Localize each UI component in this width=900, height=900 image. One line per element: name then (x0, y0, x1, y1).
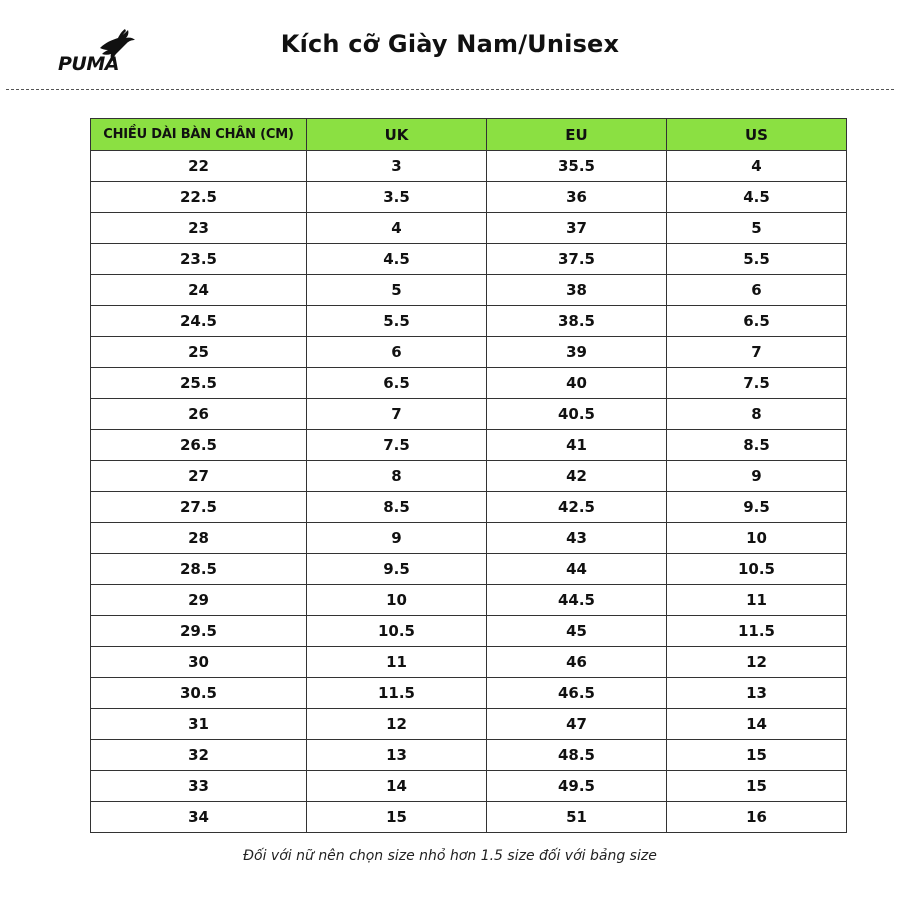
table-row (91, 306, 847, 337)
eu-cell: 37.5 (487, 244, 667, 275)
eu-cell: 37 (487, 213, 667, 244)
eu-cell: 44.5 (487, 585, 667, 616)
foot-length-cell: 26.5 (91, 430, 307, 461)
us-cell: 5 (667, 213, 847, 244)
foot-length-cell: 33 (91, 771, 307, 802)
uk-cell: 8.5 (307, 492, 487, 523)
page-title: Kích cỡ Giày Nam/Unisex (280, 30, 620, 58)
table-row (91, 275, 847, 306)
eu-cell: 38.5 (487, 306, 667, 337)
footnote: Đối với nữ nên chọn size nhỏ hơn 1.5 size đối với bảng size (243, 848, 657, 864)
foot-length-cell: 29 (91, 585, 307, 616)
eu-cell: 35.5 (487, 151, 667, 182)
us-cell: 13 (667, 678, 847, 709)
foot-length-cell: 27.5 (91, 492, 307, 523)
us-cell: 6.5 (667, 306, 847, 337)
foot-length-cell: 30 (91, 647, 307, 678)
eu-cell: 47 (487, 709, 667, 740)
table-row (91, 554, 847, 585)
us-cell: 9 (667, 461, 847, 492)
us-cell: 15 (667, 740, 847, 771)
eu-cell: 51 (487, 802, 667, 833)
uk-cell: 10.5 (307, 616, 487, 647)
table-row (91, 244, 847, 275)
column-header-us: US (667, 119, 847, 151)
table-row (91, 399, 847, 430)
table-header-row (91, 119, 847, 151)
uk-cell: 4.5 (307, 244, 487, 275)
table-row (91, 368, 847, 399)
eu-cell: 42 (487, 461, 667, 492)
table-row (91, 709, 847, 740)
eu-cell: 44 (487, 554, 667, 585)
us-cell: 10.5 (667, 554, 847, 585)
us-cell: 5.5 (667, 244, 847, 275)
table-row (91, 771, 847, 802)
uk-cell: 15 (307, 802, 487, 833)
us-cell: 15 (667, 771, 847, 802)
us-cell: 14 (667, 709, 847, 740)
eu-cell: 46.5 (487, 678, 667, 709)
eu-cell: 48.5 (487, 740, 667, 771)
uk-cell: 5.5 (307, 306, 487, 337)
column-header-foot-length: CHIỀU DÀI BÀN CHÂN (CM) (91, 119, 307, 151)
foot-length-cell: 25.5 (91, 368, 307, 399)
uk-cell: 8 (307, 461, 487, 492)
table-row (91, 616, 847, 647)
table-row (91, 213, 847, 244)
uk-cell: 7 (307, 399, 487, 430)
us-cell: 8 (667, 399, 847, 430)
table-row (91, 430, 847, 461)
table-body (91, 151, 847, 833)
uk-cell: 9 (307, 523, 487, 554)
foot-length-cell: 24 (91, 275, 307, 306)
eu-cell: 49.5 (487, 771, 667, 802)
us-cell: 9.5 (667, 492, 847, 523)
eu-cell: 38 (487, 275, 667, 306)
uk-cell: 6 (307, 337, 487, 368)
uk-cell: 13 (307, 740, 487, 771)
uk-cell: 11.5 (307, 678, 487, 709)
uk-cell: 9.5 (307, 554, 487, 585)
foot-length-cell: 22.5 (91, 182, 307, 213)
foot-length-cell: 24.5 (91, 306, 307, 337)
eu-cell: 36 (487, 182, 667, 213)
eu-cell: 42.5 (487, 492, 667, 523)
table-row (91, 523, 847, 554)
table-row (91, 492, 847, 523)
eu-cell: 46 (487, 647, 667, 678)
foot-length-cell: 29.5 (91, 616, 307, 647)
us-cell: 12 (667, 647, 847, 678)
us-cell: 4 (667, 151, 847, 182)
foot-length-cell: 23.5 (91, 244, 307, 275)
eu-cell: 41 (487, 430, 667, 461)
uk-cell: 11 (307, 647, 487, 678)
foot-length-cell: 25 (91, 337, 307, 368)
foot-length-cell: 32 (91, 740, 307, 771)
table-header (91, 119, 847, 151)
foot-length-cell: 23 (91, 213, 307, 244)
table-row (91, 740, 847, 771)
foot-length-cell: 30.5 (91, 678, 307, 709)
eu-cell: 40.5 (487, 399, 667, 430)
table-row (91, 802, 847, 833)
table-row (91, 461, 847, 492)
foot-length-cell: 27 (91, 461, 307, 492)
us-cell: 6 (667, 275, 847, 306)
table-row (91, 337, 847, 368)
us-cell: 4.5 (667, 182, 847, 213)
table-row (91, 585, 847, 616)
uk-cell: 3 (307, 151, 487, 182)
dashed-divider (6, 89, 894, 90)
foot-length-cell: 34 (91, 802, 307, 833)
us-cell: 11 (667, 585, 847, 616)
foot-length-cell: 22 (91, 151, 307, 182)
uk-cell: 5 (307, 275, 487, 306)
us-cell: 11.5 (667, 616, 847, 647)
table-row (91, 647, 847, 678)
foot-length-cell: 28.5 (91, 554, 307, 585)
uk-cell: 14 (307, 771, 487, 802)
foot-length-cell: 26 (91, 399, 307, 430)
column-header-uk: UK (307, 119, 487, 151)
table-row (91, 151, 847, 182)
logo-wordmark: PUMA (58, 53, 119, 74)
foot-length-cell: 28 (91, 523, 307, 554)
header (0, 0, 900, 92)
uk-cell: 7.5 (307, 430, 487, 461)
table-row (91, 678, 847, 709)
us-cell: 7 (667, 337, 847, 368)
foot-length-cell: 31 (91, 709, 307, 740)
uk-cell: 12 (307, 709, 487, 740)
column-header-eu: EU (487, 119, 667, 151)
eu-cell: 43 (487, 523, 667, 554)
us-cell: 16 (667, 802, 847, 833)
us-cell: 10 (667, 523, 847, 554)
uk-cell: 3.5 (307, 182, 487, 213)
uk-cell: 10 (307, 585, 487, 616)
size-table (90, 118, 847, 833)
eu-cell: 40 (487, 368, 667, 399)
table-row (91, 182, 847, 213)
eu-cell: 45 (487, 616, 667, 647)
uk-cell: 4 (307, 213, 487, 244)
us-cell: 8.5 (667, 430, 847, 461)
eu-cell: 39 (487, 337, 667, 368)
uk-cell: 6.5 (307, 368, 487, 399)
us-cell: 7.5 (667, 368, 847, 399)
